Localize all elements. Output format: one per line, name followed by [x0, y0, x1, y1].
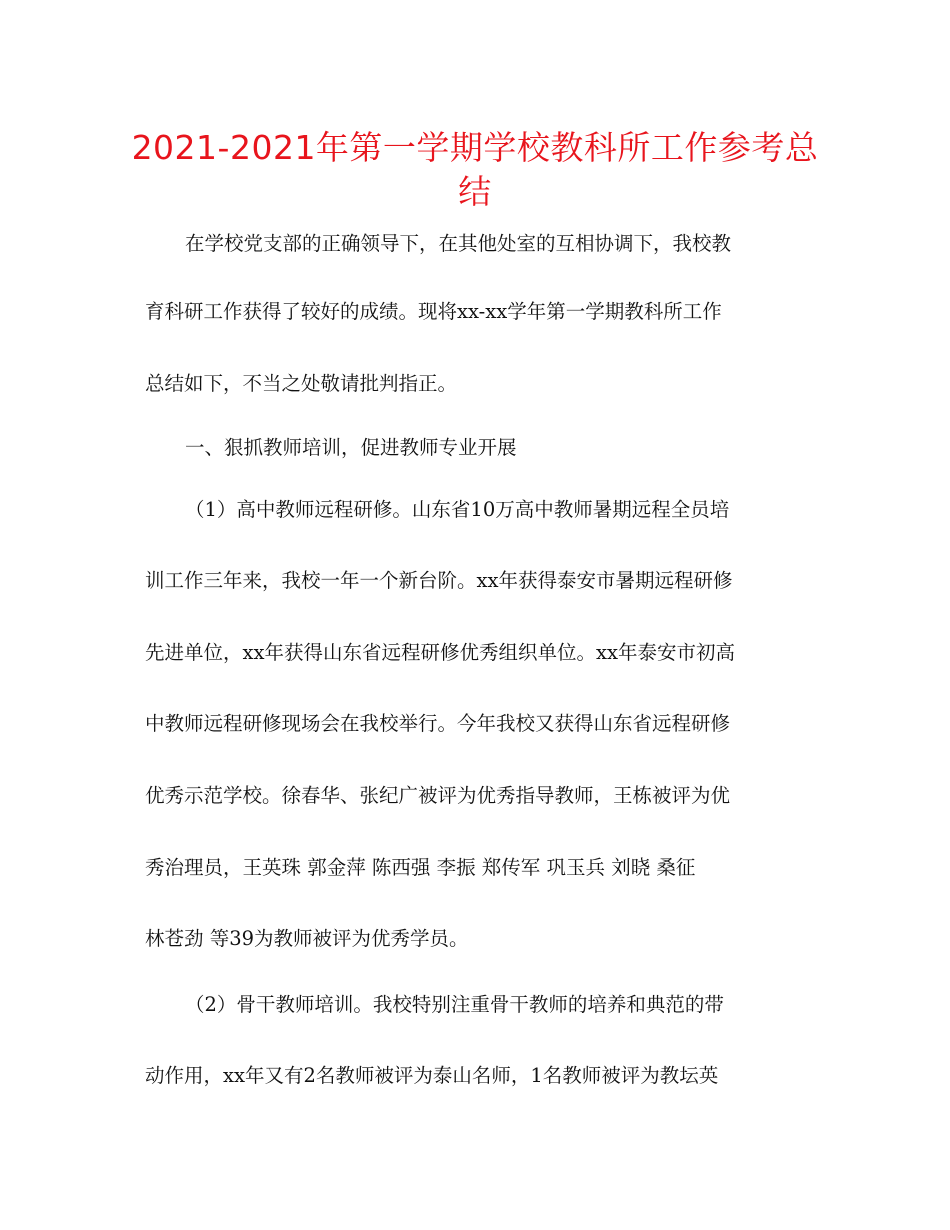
paragraph-2-line-6: 秀治理员，王英珠 郭金萍 陈西强 李振 郑传军 巩玉兵 刘晓 桑征 [145, 856, 696, 879]
paragraph-3-line-2: 动作用，xx年又有2名教师被评为泰山名师，1名教师被评为教坛英 [145, 1064, 719, 1087]
paragraph-2-line-3: 先进单位，xx年获得山东省远程研修优秀组织单位。xx年泰安市初高 [145, 641, 735, 664]
paragraph-2-line-4: 中教师远程研修现场会在我校举行。今年我校又获得山东省远程研修 [145, 712, 731, 735]
paragraph-2-line-2: 训工作三年来，我校一年一个新台阶。xx年获得泰安市暑期远程研修 [145, 569, 733, 592]
paragraph-2-line-7: 林苍劲 等39为教师被评为优秀学员。 [145, 927, 469, 950]
document-title-line-2: 结 [458, 172, 492, 211]
paragraph-2-line-1: （1）高中教师远程研修。山东省10万高中教师暑期远程全员培 [185, 498, 730, 521]
paragraph-1-line-1: 在学校党支部的正确领导下，在其他处室的互相协调下，我校教 [185, 232, 732, 255]
paragraph-3-line-1: （2）骨干教师培训。我校特别注重骨干教师的培养和典范的带 [185, 993, 724, 1016]
section-heading-1: 一、狠抓教师培训，促进教师专业开展 [185, 436, 517, 459]
paragraph-1-line-2: 育科研工作获得了较好的成绩。现将xx-xx学年第一学期教科所工作 [145, 300, 722, 323]
paragraph-2-line-5: 优秀示范学校。徐春华、张纪广被评为优秀指导教师，王栋被评为优 [145, 784, 731, 807]
paragraph-1-line-3: 总结如下，不当之处敬请批判指正。 [145, 372, 458, 395]
document-title-line-1: 2021-2021年第一学期学校教科所工作参考总 [131, 128, 819, 167]
